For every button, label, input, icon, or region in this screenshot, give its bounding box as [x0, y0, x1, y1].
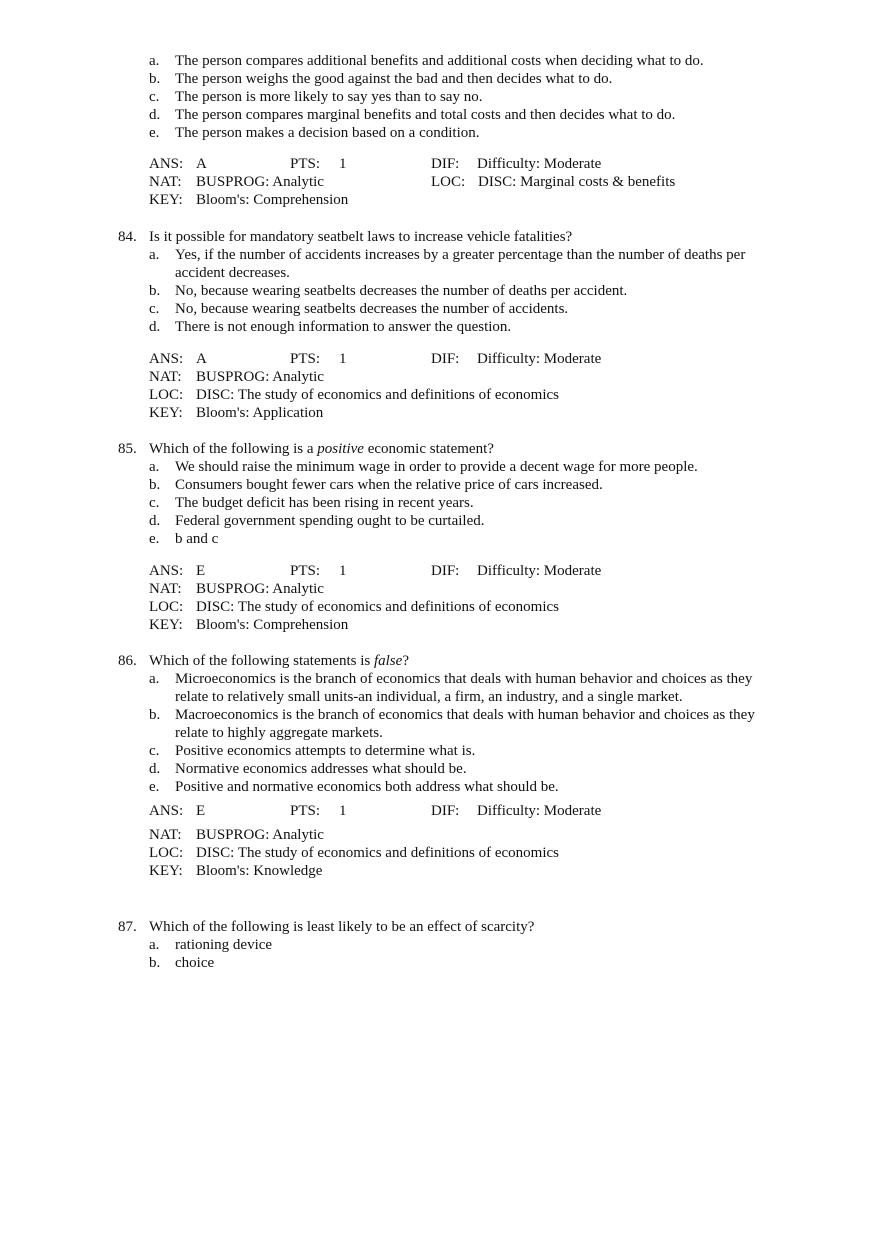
key-tag: KEY: Bloom's: Comprehension	[149, 617, 349, 633]
nat-tag: NAT: BUSPROG: Analytic	[149, 369, 324, 385]
option-e: e. Positive and normative economics both address what should be.	[149, 779, 559, 795]
loc-tag: LOC: DISC: The study of economics and definitions of economics	[149, 845, 559, 861]
option-b: b. The person weighs the good against the bad and then decides what to do.	[149, 71, 613, 87]
option-c: c. The budget deficit has been rising in recent years.	[149, 495, 474, 511]
option-a: a. Yes, if the number of accidents increases by a greater percentage than the number of deaths per accident decreases.	[149, 247, 746, 281]
option-a: a. Microeconomics is the branch of economics that deals with human behavior and choices as they relate to relatively small units-an individual, a firm, an industry, and a single market.	[149, 671, 753, 705]
question-87	[118, 918, 758, 972]
question-stem: 85. Which of the following is a positive economic statement?	[118, 441, 494, 457]
points: PTS: 1	[290, 351, 347, 367]
answer: ANS: E	[149, 803, 206, 819]
key-tag: KEY: Bloom's: Application	[149, 405, 324, 421]
option-e: e. b and c	[149, 531, 219, 547]
key-tag: KEY: Bloom's: Knowledge	[149, 863, 323, 879]
question-number: 86.	[118, 653, 137, 669]
answer: ANS: A	[149, 156, 207, 172]
question-83	[118, 52, 758, 209]
option-b: b. choice	[149, 955, 215, 971]
option-d: d. There is not enough information to answer the question.	[149, 319, 512, 335]
answer-metadata	[149, 562, 758, 634]
nat-tag: NAT: BUSPROG: Analytic	[149, 174, 324, 190]
answer-metadata	[149, 802, 758, 880]
option-c: c. The person is more likely to say yes than to say no.	[149, 89, 483, 105]
key-tag: KEY: Bloom's: Comprehension	[149, 192, 349, 208]
points: PTS: 1	[290, 803, 347, 819]
question-number: 87.	[118, 919, 137, 935]
option-c: c. Positive economics attempts to determine what is.	[149, 743, 476, 759]
option-d: d. Federal government spending ought to be curtailed.	[149, 513, 485, 529]
answer-metadata	[149, 350, 758, 422]
option-a: a. We should raise the minimum wage in order to provide a decent wage for more people.	[149, 459, 698, 475]
question-84	[118, 228, 758, 422]
loc-tag: LOC: DISC: The study of economics and definitions of economics	[149, 599, 559, 615]
points: PTS: 1	[290, 156, 347, 172]
points: PTS: 1	[290, 563, 347, 579]
option-a: a. The person compares additional benefits and additional costs when deciding what to do.	[149, 53, 704, 69]
options-list	[149, 52, 758, 142]
question-stem: 86. Which of the following statements is false?	[118, 653, 409, 669]
question-85	[118, 440, 758, 634]
question-stem: 84. Is it possible for mandatory seatbelt laws to increase vehicle fatalities?	[118, 229, 573, 245]
option-d: d. Normative economics addresses what should be.	[149, 761, 467, 777]
answer: ANS: A	[149, 351, 207, 367]
nat-tag: NAT: BUSPROG: Analytic	[149, 581, 324, 597]
question-stem: 87. Which of the following is least likely to be an effect of scarcity?	[118, 919, 535, 935]
option-b: b. Consumers bought fewer cars when the relative price of cars increased.	[149, 477, 603, 493]
difficulty: DIF: Difficulty: Moderate	[431, 156, 602, 172]
options-list	[149, 458, 758, 548]
question-number: 85.	[118, 441, 137, 457]
loc-tag: LOC: DISC: Marginal costs & benefits	[431, 174, 676, 190]
option-b: b. No, because wearing seatbelts decreases the number of deaths per accident.	[149, 283, 628, 299]
answer-metadata	[149, 155, 758, 209]
options-list	[149, 670, 758, 796]
loc-tag: LOC: DISC: The study of economics and definitions of economics	[149, 387, 559, 403]
options-list	[149, 936, 758, 972]
nat-tag: NAT: BUSPROG: Analytic	[149, 827, 324, 843]
question-86	[118, 652, 758, 880]
options-list	[149, 246, 758, 336]
question-number: 84.	[118, 229, 137, 245]
difficulty: DIF: Difficulty: Moderate	[431, 803, 602, 819]
difficulty: DIF: Difficulty: Moderate	[431, 351, 602, 367]
option-c: c. No, because wearing seatbelts decreases the number of accidents.	[149, 301, 569, 317]
difficulty: DIF: Difficulty: Moderate	[431, 563, 602, 579]
option-d: d. The person compares marginal benefits and total costs and then decides what to do.	[149, 107, 676, 123]
option-a: a. rationing device	[149, 937, 273, 953]
option-b: b. Macroeconomics is the branch of economics that deals with human behavior and choices as they relate to highly aggregate markets.	[149, 707, 755, 741]
answer: ANS: E	[149, 563, 206, 579]
option-e: e. The person makes a decision based on a condition.	[149, 125, 480, 141]
